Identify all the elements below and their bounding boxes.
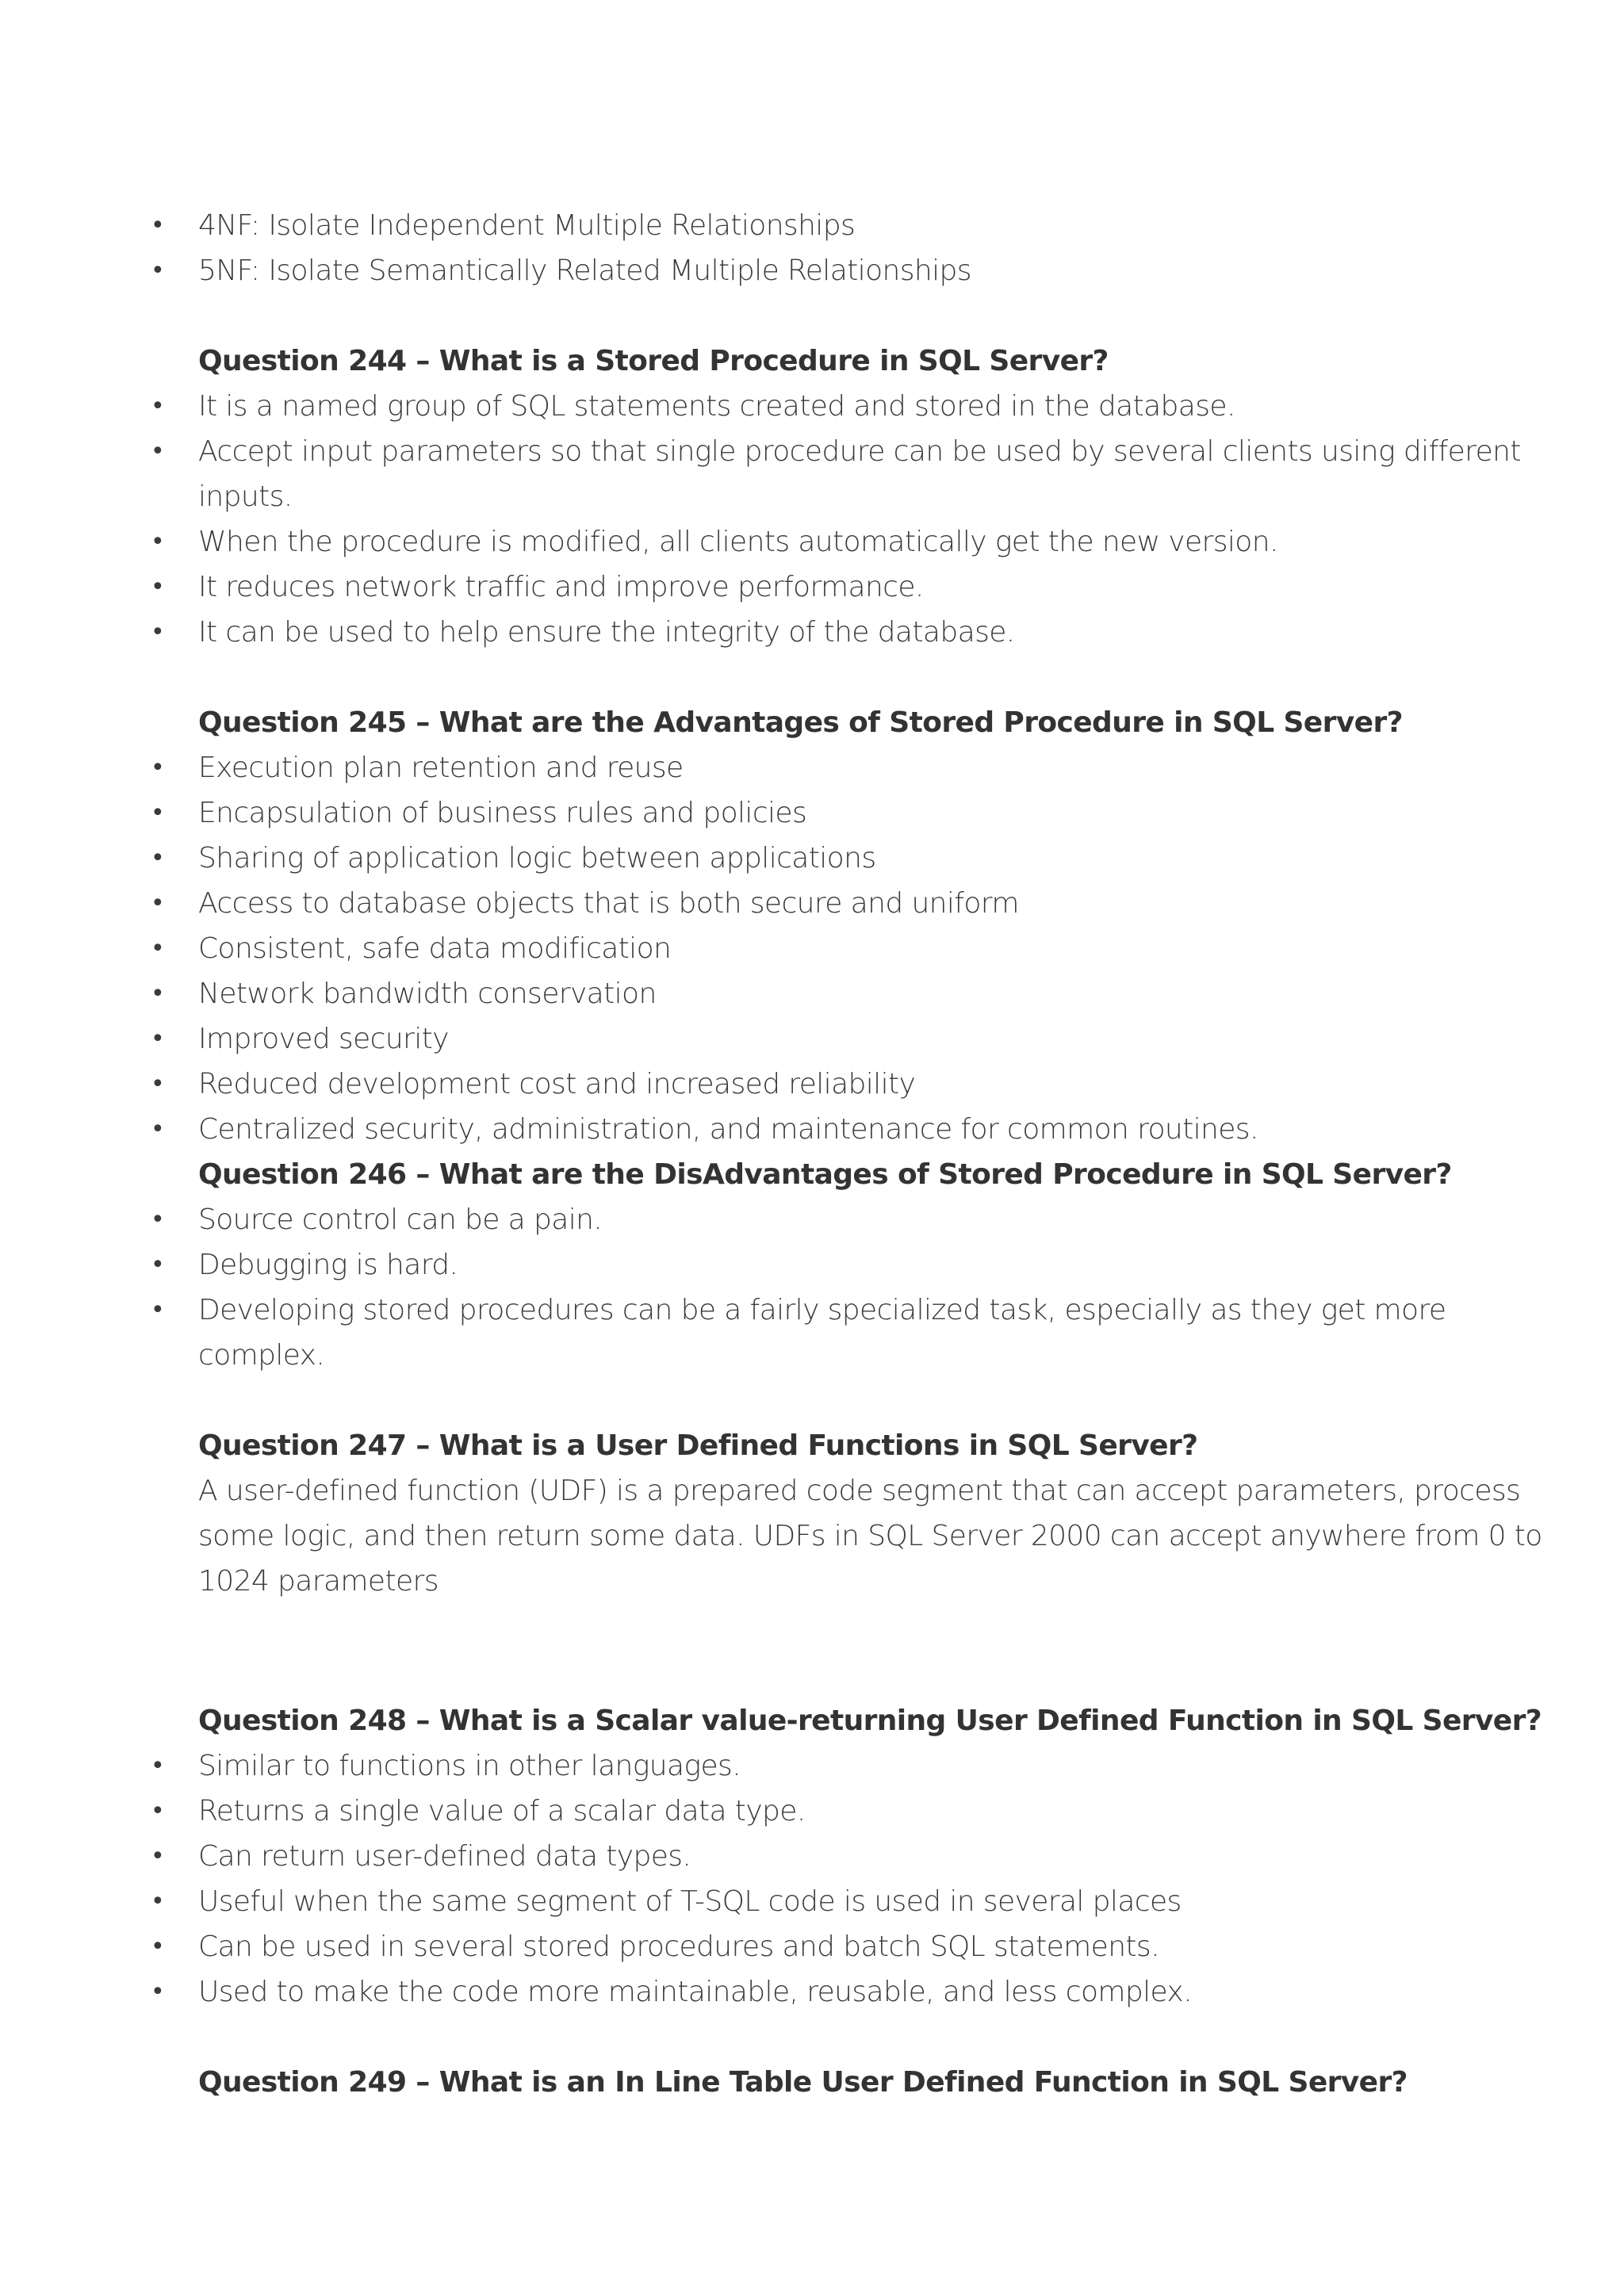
list-item: Debugging is hard.: [198, 1249, 458, 1281]
bullet-icon: •: [151, 754, 165, 782]
list-item: 4NF: Isolate Independent Multiple Relationships: [198, 209, 856, 242]
bullet-icon: •: [151, 1843, 165, 1870]
list-item: Used to make the code more maintainable, reusable, and less complex.: [198, 1976, 1192, 2008]
bullet-icon: •: [151, 1752, 165, 1780]
bullet-icon: •: [151, 1206, 165, 1234]
bullet-icon: •: [151, 980, 165, 1008]
bullet-icon: •: [151, 1115, 165, 1143]
bullet-icon: •: [151, 1797, 165, 1825]
question-246-heading: Question 246 – What are the DisAdvantages of Stored Procedure in SQL Server?: [198, 1158, 1452, 1191]
list-item: Execution plan retention and reuse: [198, 752, 684, 784]
question-245-heading: Question 245 – What are the Advantages of Stored Procedure in SQL Server?: [198, 706, 1403, 739]
list-item: It reduces network traffic and improve performance.: [198, 571, 924, 603]
bullet-icon: •: [151, 392, 165, 420]
paragraph-line: some logic, and then return some data. UDFs in SQL Server 2000 can accept anywhere from 0 to: [198, 1520, 1542, 1552]
paragraph-line: 1024 parameters: [198, 1565, 439, 1598]
list-item: Network bandwidth conservation: [198, 978, 657, 1010]
list-item: Can be used in several stored procedures and batch SQL statements.: [198, 1931, 1159, 1963]
bullet-icon: •: [151, 528, 165, 556]
list-item: Returns a single value of a scalar data type.: [198, 1795, 806, 1827]
list-item: Reduced development cost and increased reliability: [198, 1068, 916, 1100]
list-item: When the procedure is modified, all clients automatically get the new version.: [198, 526, 1278, 558]
list-item: Useful when the same segment of T-SQL code is used in several places: [198, 1885, 1182, 1918]
question-248-heading: Question 248 – What is a Scalar value-returning User Defined Function in SQL Server?: [198, 1705, 1542, 1737]
list-item: It is a named group of SQL statements created and stored in the database.: [198, 390, 1235, 423]
bullet-icon: •: [151, 438, 165, 465]
bullet-icon: •: [151, 1025, 165, 1053]
list-item: Encapsulation of business rules and policies: [198, 797, 807, 829]
bullet-icon: •: [151, 1070, 165, 1098]
list-item: It can be used to help ensure the integrity of the database.: [198, 616, 1015, 649]
list-item: 5NF: Isolate Semantically Related Multiple Relationships: [198, 254, 971, 287]
bullet-icon: •: [151, 844, 165, 872]
list-item: Centralized security, administration, and maintenance for common routines.: [198, 1113, 1258, 1146]
bullet-icon: •: [151, 573, 165, 601]
paragraph-line: A user-defined function (UDF) is a prepared code segment that can accept parameters, process: [198, 1475, 1521, 1507]
list-item: Developing stored procedures can be a fairly specialized task, especially as they get more: [198, 1294, 1446, 1326]
bullet-icon: •: [151, 618, 165, 646]
bullet-icon: •: [151, 1978, 165, 2006]
list-item: Accept input parameters so that single procedure can be used by several clients using different: [198, 435, 1521, 468]
list-item: Source control can be a pain.: [198, 1203, 603, 1236]
bullet-icon: •: [151, 1933, 165, 1961]
bullet-icon: •: [151, 1888, 165, 1915]
list-item-continuation: inputs.: [198, 480, 293, 513]
bullet-icon: •: [151, 935, 165, 962]
question-244-heading: Question 244 – What is a Stored Procedure in SQL Server?: [198, 345, 1109, 377]
list-item: Consistent, safe data modification: [198, 932, 672, 965]
list-item: Can return user-defined data types.: [198, 1840, 691, 1873]
bullet-icon: •: [151, 1296, 165, 1324]
list-item: Sharing of application logic between applications: [198, 842, 876, 874]
list-item: Similar to functions in other languages.: [198, 1750, 741, 1782]
bullet-icon: •: [151, 799, 165, 827]
bullet-icon: •: [151, 890, 165, 917]
bullet-icon: •: [151, 257, 165, 285]
bullet-icon: •: [151, 212, 165, 239]
list-item-continuation: complex.: [198, 1339, 325, 1372]
list-item: Improved security: [198, 1023, 449, 1055]
question-249-heading: Question 249 – What is an In Line Table User Defined Function in SQL Server?: [198, 2066, 1408, 2099]
list-item: Access to database objects that is both secure and uniform: [198, 887, 1019, 920]
question-247-heading: Question 247 – What is a User Defined Functions in SQL Server?: [198, 1429, 1198, 1462]
bullet-icon: •: [151, 1251, 165, 1279]
